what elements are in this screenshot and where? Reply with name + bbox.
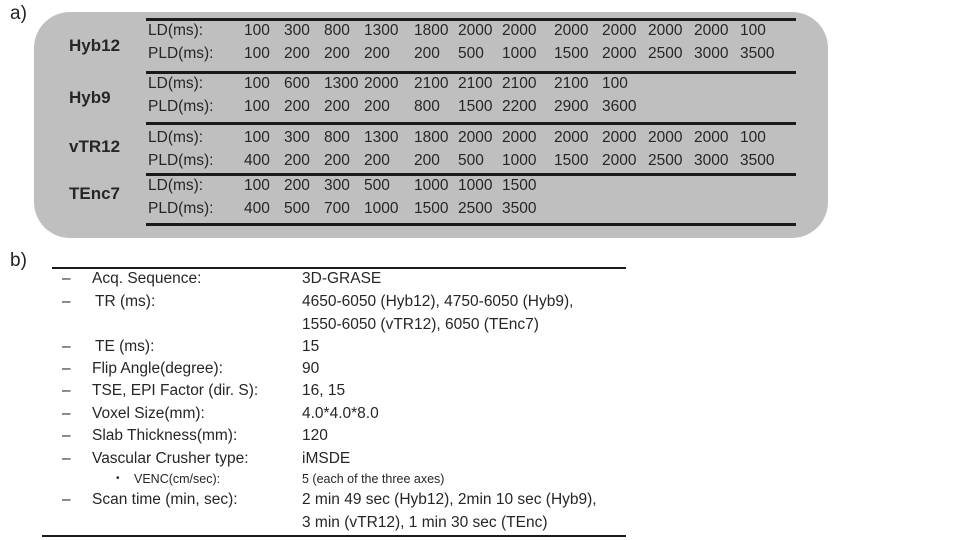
ld-value: 1300: [364, 129, 399, 146]
pld-row-label: PLD(ms):: [148, 152, 214, 169]
pld-value: 200: [284, 152, 310, 169]
dash-bullet: –: [62, 427, 71, 444]
ld-value: 2100: [554, 75, 589, 92]
protocol-name: vTR12: [69, 137, 121, 156]
ld-value: 100: [602, 75, 628, 92]
protocol-bottom-rule: [146, 223, 796, 226]
pld-value: 2200: [502, 98, 537, 115]
ld-value: 2000: [648, 22, 683, 39]
pld-value: 3000: [694, 152, 729, 169]
dash-bullet: –: [62, 450, 71, 467]
pld-row-label: PLD(ms):: [148, 45, 214, 62]
pld-value: 200: [324, 45, 350, 62]
param-value: 15: [302, 338, 320, 355]
ld-row-label: LD(ms):: [148, 75, 204, 92]
dash-bullet: –: [62, 360, 71, 377]
ld-value: 1300: [324, 75, 359, 92]
pld-value: 1500: [458, 98, 493, 115]
ld-row-label: LD(ms):: [148, 177, 204, 194]
pld-value: 800: [414, 98, 440, 115]
pld-value: 100: [244, 45, 270, 62]
ld-value: 1300: [364, 22, 399, 39]
dash-bullet: –: [62, 338, 71, 355]
param-value: 120: [302, 427, 328, 444]
param-name: VENC(cm/sec):: [134, 472, 221, 486]
ld-value: 2000: [602, 22, 637, 39]
pld-value: 100: [244, 98, 270, 115]
pld-value: 400: [244, 152, 270, 169]
pld-value: 1000: [502, 45, 537, 62]
param-name: TSE, EPI Factor (dir. S):: [92, 382, 259, 399]
param-value: 4.0*4.0*8.0: [302, 405, 379, 422]
ld-value: 2000: [648, 129, 683, 146]
param-value: 5 (each of the three axes): [302, 472, 445, 486]
ld-value: 100: [244, 177, 270, 194]
ld-value: 1000: [414, 177, 449, 194]
pld-value: 1000: [502, 152, 537, 169]
ld-row-label: LD(ms):: [148, 129, 204, 146]
dash-bullet: –: [62, 405, 71, 422]
param-value: 90: [302, 360, 320, 377]
ld-value: 1800: [414, 129, 449, 146]
pld-value: 1500: [554, 45, 589, 62]
pld-value: 1500: [554, 152, 589, 169]
ld-value: 2100: [458, 75, 493, 92]
param-name: Scan time (min, sec):: [92, 491, 238, 508]
ld-value: 500: [364, 177, 390, 194]
ld-value: 2000: [602, 129, 637, 146]
param-name: TR (ms):: [95, 293, 156, 310]
dash-bullet: –: [62, 270, 71, 287]
pld-value: 200: [364, 45, 390, 62]
ld-value: 2000: [554, 22, 589, 39]
ld-value: 2100: [414, 75, 449, 92]
ld-value: 1000: [458, 177, 493, 194]
ld-value: 300: [324, 177, 350, 194]
ld-value: 100: [740, 129, 766, 146]
pld-value: 1500: [414, 200, 449, 217]
sub-bullet: •: [116, 473, 120, 484]
param-name: TE (ms):: [95, 338, 155, 355]
param-value: 4650-6050 (Hyb12), 4750-6050 (Hyb9),: [302, 293, 574, 310]
pld-value: 3500: [502, 200, 537, 217]
ld-value: 300: [284, 129, 310, 146]
ld-value: 800: [324, 129, 350, 146]
protocol-separator: [146, 71, 796, 74]
dash-bullet: –: [62, 293, 71, 310]
ld-value: 100: [740, 22, 766, 39]
pld-value: 400: [244, 200, 270, 217]
pld-value: 2500: [648, 45, 683, 62]
param-name: Flip Angle(degree):: [92, 360, 223, 377]
pld-value: 3500: [740, 152, 775, 169]
ld-value: 2000: [694, 22, 729, 39]
param-name: Voxel Size(mm):: [92, 405, 205, 422]
pld-value: 2500: [458, 200, 493, 217]
ld-value: 2000: [502, 22, 537, 39]
pld-value: 500: [458, 152, 484, 169]
ld-value: 1800: [414, 22, 449, 39]
pld-value: 200: [284, 45, 310, 62]
parameters-bottom-rule: [42, 535, 626, 537]
ld-value: 300: [284, 22, 310, 39]
ld-value: 100: [244, 75, 270, 92]
pld-value: 200: [324, 152, 350, 169]
ld-value: 2000: [502, 129, 537, 146]
ld-value: 2000: [458, 22, 493, 39]
protocol-separator: [146, 18, 796, 21]
pld-value: 2900: [554, 98, 589, 115]
ld-value: 2000: [694, 129, 729, 146]
param-name: Slab Thickness(mm):: [92, 427, 238, 444]
dash-bullet: –: [62, 491, 71, 508]
pld-value: 200: [414, 152, 440, 169]
pld-row-label: PLD(ms):: [148, 200, 214, 217]
ld-value: 100: [244, 22, 270, 39]
ld-value: 2000: [554, 129, 589, 146]
ld-value: 1500: [502, 177, 537, 194]
ld-value: 800: [324, 22, 350, 39]
protocol-name: TEnc7: [69, 184, 121, 203]
dash-bullet: –: [62, 382, 71, 399]
panel-a-label: a): [10, 3, 27, 24]
pld-row-label: PLD(ms):: [148, 98, 214, 115]
protocol-name: Hyb9: [69, 88, 111, 107]
ld-value: 2100: [502, 75, 537, 92]
pld-value: 2000: [602, 45, 637, 62]
pld-value: 500: [284, 200, 310, 217]
ld-value: 100: [244, 129, 270, 146]
pld-value: 200: [324, 98, 350, 115]
param-name: Acq. Sequence:: [92, 270, 202, 287]
param-value: 3D-GRASE: [302, 270, 382, 287]
pld-value: 200: [414, 45, 440, 62]
pld-value: 2500: [648, 152, 683, 169]
parameters-top-rule: [52, 267, 626, 269]
panel-b-label: b): [10, 250, 27, 271]
pld-value: 3500: [740, 45, 775, 62]
protocol-separator: [146, 173, 796, 176]
param-value-continued: 3 min (vTR12), 1 min 30 sec (TEnc): [302, 514, 548, 531]
pld-value: 200: [364, 98, 390, 115]
param-value-continued: 1550-6050 (vTR12), 6050 (TEnc7): [302, 316, 539, 333]
param-value: iMSDE: [302, 450, 351, 467]
ld-value: 600: [284, 75, 310, 92]
ld-value: 200: [284, 177, 310, 194]
pld-value: 2000: [602, 152, 637, 169]
pld-value: 200: [284, 98, 310, 115]
pld-value: 3000: [694, 45, 729, 62]
protocol-separator: [146, 122, 796, 125]
ld-row-label: LD(ms):: [148, 22, 204, 39]
param-value: 2 min 49 sec (Hyb12), 2min 10 sec (Hyb9),: [302, 491, 597, 508]
pld-value: 200: [364, 152, 390, 169]
ld-value: 2000: [364, 75, 399, 92]
ld-value: 2000: [458, 129, 493, 146]
pld-value: 700: [324, 200, 350, 217]
param-name: Vascular Crusher type:: [92, 450, 249, 467]
param-value: 16, 15: [302, 382, 346, 399]
pld-value: 500: [458, 45, 484, 62]
protocol-name: Hyb12: [69, 36, 121, 55]
pld-value: 1000: [364, 200, 399, 217]
pld-value: 3600: [602, 98, 637, 115]
